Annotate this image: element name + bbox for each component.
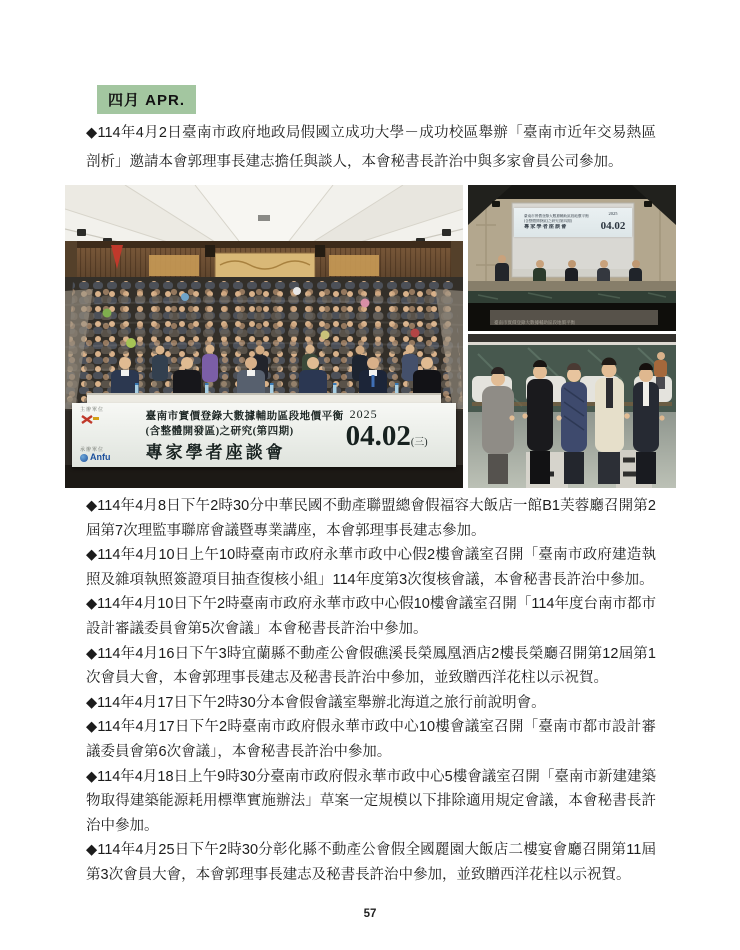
photo-collage [65,185,676,488]
event-entry: ◆114年4月25日下午2時30分彰化縣不動產公會假全國麗園大飯店二樓宴會廳召開第11屆第3次會員大會，本會郭理事長建志及秘書長許治中參加，並致贈西洋花柱以示祝賀。 [86,842,656,883]
event-entry: ◆114年4月18日上午9時30分臺南市政府假永華市政中心5樓會議室召開「臺南市新建建築物取得建築能源耗用標準實施辦法」草案一定規模以下排除適用規定會議，本會秘書長許治中參加。 [86,768,656,834]
photo-stage-panel [468,185,676,331]
contractor-label: 承辦單位 [80,447,105,453]
event-entries [86,494,656,888]
stage-strip-text: 臺南市實價登錄大數據輔助區段地價平衡 [494,320,575,325]
event-entry: ◆114年4月17日下午2時臺南市政府假永華市政中心10樓會議室召開「臺南市都市設計審議委員會第6次會議」，本會秘書長許治中參加。 [86,719,656,760]
banner-title-line3: 專家學者座談會 [145,443,286,462]
projector-slide [514,208,632,237]
page-number: 57 [363,908,377,920]
banner-date: 04.02 [345,420,411,452]
slide-date: 2025 04.02 [600,211,626,232]
event-entry: ◆114年4月10日上午10時臺南市政府永華市政中心假2樓會議室召開「臺南市政府建造執照及雜項執照簽證項目抽查復核小組」114年度第3次復核會議，本會秘書長許治中參加。 [86,547,656,588]
contractor-name: Anfu [90,452,111,463]
organizer-logo-icon [80,414,100,425]
stage-front-strip [65,465,463,488]
seminar-banner [72,403,456,467]
intro-paragraph: ◆114年4月2日臺南市政府地政局假國立成功大學－成功校區舉辦「臺南市近年交易熱區剖析」邀請本會郭理事長建志擔任與談人，本會秘書長許治中與多家會員公司參加。 [86,125,656,170]
anfu-logo-icon [80,454,88,462]
photo-group [468,334,676,488]
banner-date-block [346,403,456,467]
banner-title-line1: 臺南市實價登錄大數據輔助區段地價平衡 [145,411,344,422]
banner-logos [72,403,142,467]
month-label: 四月 APR. [97,85,196,114]
banner-titles [142,403,346,467]
photo-auditorium [65,185,463,488]
banner-year: 2025 [349,407,378,421]
event-entry: ◆114年4月17日下午2時30分本會假會議室舉辦北海道之旅行前說明會。 [86,694,546,711]
banner-weekday: (三) [410,437,428,448]
event-entry: ◆114年4月10日下午2時臺南市政府永華市政中心假10樓會議室召開「114年度台南市都市設計審議委員會第5次會議」本會秘書長許治中參加。 [86,596,656,637]
stage-scene [468,185,676,331]
group-scene [468,334,676,488]
banner-title-line2: (含整體開發區)之研究(第四期) [145,426,294,437]
event-entry: ◆114年4月8日下午2時30分中華民國不動產聯盟總會假福容大飯店一館B1芙蓉廳召開第2屆第7次理監事聯席會議暨專業講座，本會郭理事長建志參加。 [86,498,656,539]
slide-title: 臺南市實價登錄大數據輔助區段地價平衡 (含整體開發區)之研究(第四期) 專家學者座談會 [524,214,589,230]
organizer-label: 主辦單位 [80,408,105,413]
event-entry: ◆114年4月16日下午3時宜蘭縣不動產公會假礁溪長榮鳳凰酒店2樓長榮廳召開第12屆第1次會員大會，本會郭理事長建志及秘書長許治中參加，並致贈西洋花柱以示祝賀。 [86,645,656,687]
